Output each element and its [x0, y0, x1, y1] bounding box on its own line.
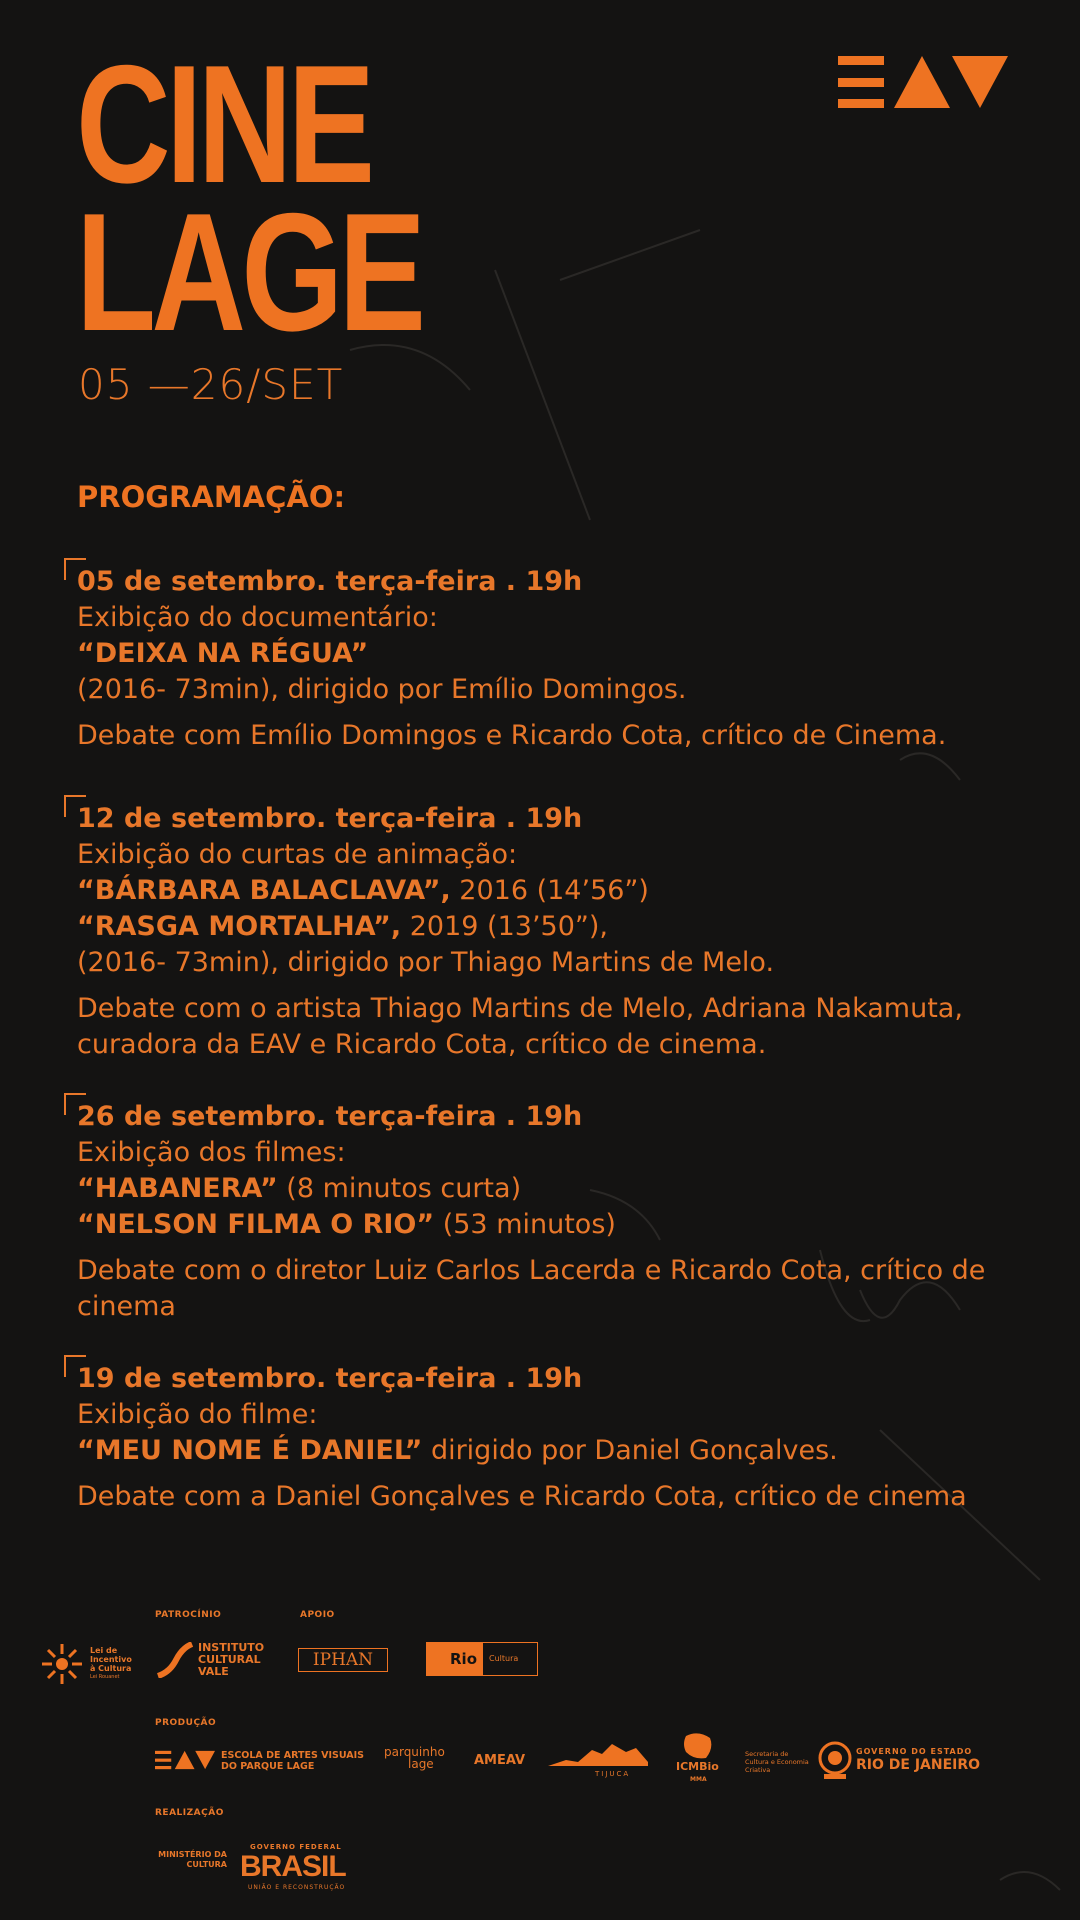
rio-de-janeiro-label: RIO DE JANEIRO — [856, 1757, 981, 1773]
event-item — [77, 1361, 1027, 1515]
film-info: 2019 (13’50”), — [401, 911, 608, 942]
ameav-logo: AMEAV — [474, 1753, 526, 1768]
vale-line: CULTURAL — [198, 1653, 261, 1666]
parquinho-lage-logo — [384, 1746, 445, 1770]
icmbio-label: ICMBio — [676, 1760, 719, 1773]
event-item — [77, 801, 1027, 1063]
film-info: dirigido por Daniel Gonçalves. — [422, 1435, 838, 1466]
event-title — [76, 30, 519, 366]
film-title: “BÁRBARA BALACLAVA”, — [77, 875, 451, 906]
event-item — [77, 564, 1027, 754]
governo-estado-label: GOVERNO DO ESTADO — [856, 1747, 973, 1756]
eav-school-name — [221, 1750, 364, 1772]
mountain-icon — [548, 1740, 648, 1770]
film-title: “HABANERA” — [77, 1173, 278, 1204]
title-line-cine: CINE — [76, 30, 371, 218]
debate-info: Debate com o artista Thiago Martins de Melo, Adriana Nakamuta, — [77, 993, 963, 1024]
rio-cultura-text: Cultura — [489, 1654, 519, 1663]
instituto-vale-logo — [198, 1642, 264, 1678]
programacao-heading: PROGRAMAÇÃO: — [77, 480, 346, 514]
rio-text: Rio — [427, 1643, 483, 1675]
tijuca-label: TIJUCA — [595, 1770, 631, 1778]
corner-mark — [64, 1093, 86, 1115]
event-dates: 05 —26/SET — [78, 360, 344, 409]
sponsor-logos — [0, 1600, 1080, 1900]
film-line — [77, 1171, 1027, 1207]
debate-info: cinema — [77, 1291, 176, 1322]
event-date: 05 de setembro. terça-feira . 19h — [77, 566, 583, 597]
title-line-lage: LAGE — [76, 178, 422, 366]
ministerio-cultura-logo — [155, 1850, 227, 1870]
vale-icon — [156, 1642, 194, 1678]
debate-info: Debate com o diretor Luiz Carlos Lacerda e Ricardo Cota, crítico de — [77, 1255, 986, 1286]
minc-line: CULTURA — [186, 1860, 227, 1869]
secretaria-line: Secretaria de — [745, 1750, 789, 1758]
eav-small-logo-icon — [155, 1750, 215, 1770]
event-date: 12 de setembro. terça-feira . 19h — [77, 803, 583, 834]
secretaria-logo — [745, 1750, 809, 1774]
event-date: 26 de setembro. terça-feira . 19h — [77, 1101, 583, 1132]
film-title: “NELSON FILMA O RIO” — [77, 1209, 435, 1240]
lei-incentivo-logo — [90, 1646, 132, 1682]
film-line — [77, 1207, 1027, 1243]
rio-prefeitura-logo — [426, 1642, 538, 1676]
vale-line: INSTITUTO — [198, 1641, 265, 1654]
secretaria-line: Criativa — [745, 1766, 771, 1774]
uniao-label: UNIÃO E RECONSTRUÇÃO — [248, 1884, 346, 1891]
debate-info: Debate com a Daniel Gonçalves e Ricardo Cota, crítico de cinema — [77, 1481, 967, 1512]
event-description: Exibição dos filmes: — [77, 1137, 346, 1168]
film-title: “RASGA MORTALHA”, — [77, 911, 402, 942]
icmbio-icon — [680, 1732, 716, 1760]
apoio-label: APOIO — [300, 1610, 335, 1620]
lei-line: à Cultura — [90, 1664, 132, 1673]
eav-line: ESCOLA DE ARTES VISUAIS — [221, 1750, 365, 1761]
lei-line: Lei Rouanet — [90, 1674, 120, 1680]
parquinho-line: parquinho — [384, 1745, 445, 1759]
debate-info: Debate com Emílio Domingos e Ricardo Cota, crítico de Cinema. — [77, 720, 947, 751]
event-description: Exibição do documentário: — [77, 602, 438, 633]
film-line — [77, 909, 1027, 945]
patrocinio-label: PATROCÍNIO — [155, 1610, 222, 1620]
film-title: “DEIXA NA RÉGUA” — [77, 638, 369, 669]
film-info: (8 minutos curta) — [277, 1173, 522, 1204]
brasil-label: BRASIL — [240, 1850, 346, 1883]
parquinho-line: lage — [408, 1757, 434, 1771]
film-title: “MEU NOME É DANIEL” — [77, 1435, 423, 1466]
film-info: (2016- 73min), dirigido por Emílio Domingos. — [77, 674, 687, 705]
mma-label: MMA — [690, 1776, 707, 1783]
secretaria-line: Cultura e Economia — [745, 1758, 809, 1766]
governo-federal-label: GOVERNO FEDERAL — [250, 1843, 342, 1851]
producao-label: PRODUÇÃO — [155, 1718, 217, 1728]
film-line — [77, 873, 1027, 909]
eav-line: DO PARQUE LAGE — [221, 1761, 315, 1772]
lei-line: Incentivo — [90, 1655, 132, 1664]
minc-line: MINISTÉRIO DA — [158, 1850, 227, 1859]
event-description: Exibição do filme: — [77, 1399, 318, 1430]
debate-info: curadora da EAV e Ricardo Cota, crítico de cinema. — [77, 1029, 767, 1060]
lei-line: Lei de — [90, 1646, 118, 1655]
sun-icon — [40, 1642, 84, 1686]
vale-line: VALE — [198, 1665, 229, 1678]
event-description: Exibição do curtas de animação: — [77, 839, 518, 870]
film-info: (2016- 73min), dirigido por Thiago Martins de Melo. — [77, 947, 775, 978]
film-info: 2016 (14’56”) — [450, 875, 649, 906]
film-line — [77, 1433, 1027, 1469]
event-date: 19 de setembro. terça-feira . 19h — [77, 1363, 583, 1394]
iphan-logo: IPHAN — [298, 1648, 388, 1672]
event-item — [77, 1099, 1027, 1325]
coat-of-arms-icon — [818, 1740, 852, 1780]
realizacao-label: REALIZAÇÃO — [155, 1808, 224, 1818]
corner-mark — [64, 795, 86, 817]
eav-logo-icon — [838, 54, 1008, 110]
corner-mark — [64, 1355, 86, 1377]
corner-mark — [64, 558, 86, 580]
film-info: (53 minutos) — [434, 1209, 616, 1240]
